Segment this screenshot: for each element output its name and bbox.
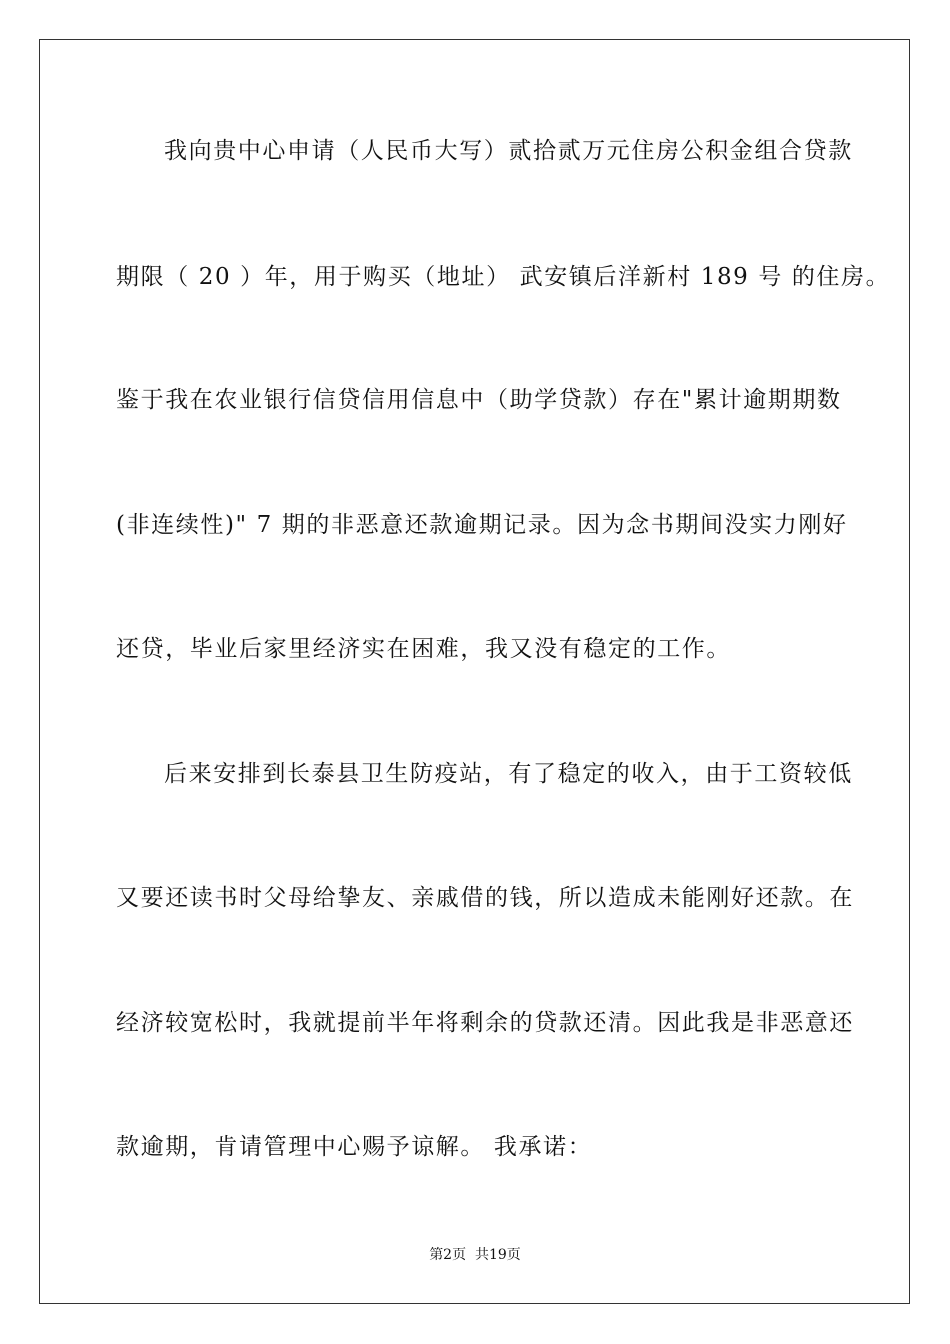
paragraph-1-line-3: 鉴于我在农业银行信贷信用信息中（助学贷款）存在"累计逾期期数 xyxy=(116,387,842,413)
paragraph-1-line-1: 我向贵中心申请（人民币大写）贰拾贰万元住房公积金组合贷款 xyxy=(164,138,853,164)
paragraph-1-line-5: 还贷，毕业后家里经济实在困难，我又没有稳定的工作。 xyxy=(116,636,731,662)
paragraph-2-line-1: 后来安排到长泰县卫生防疫站，有了稳定的收入，由于工资较低 xyxy=(164,761,853,787)
paragraph-1-line-4: (非连续性)" 7 期的非恶意还款逾期记录。因为念书期间没实力刚好 xyxy=(116,512,848,538)
page-number-footer: 第2页 共19页 xyxy=(429,1247,521,1263)
paragraph-2-line-3: 经济较宽松时，我就提前半年将剩余的贷款还清。因此我是非恶意还 xyxy=(116,1010,854,1036)
paragraph-2-line-4: 款逾期，肯请管理中心赐予谅解。 我承诺： xyxy=(116,1134,593,1160)
paragraph-1-line-2: 期限（ 20 ）年，用于购买（地址） 武安镇后洋新村 189 号 的住房。 xyxy=(116,264,891,290)
paragraph-2-line-2: 又要还读书时父母给挚友、亲戚借的钱，所以造成未能刚好还款。在 xyxy=(116,885,854,911)
page-border xyxy=(39,39,910,1304)
